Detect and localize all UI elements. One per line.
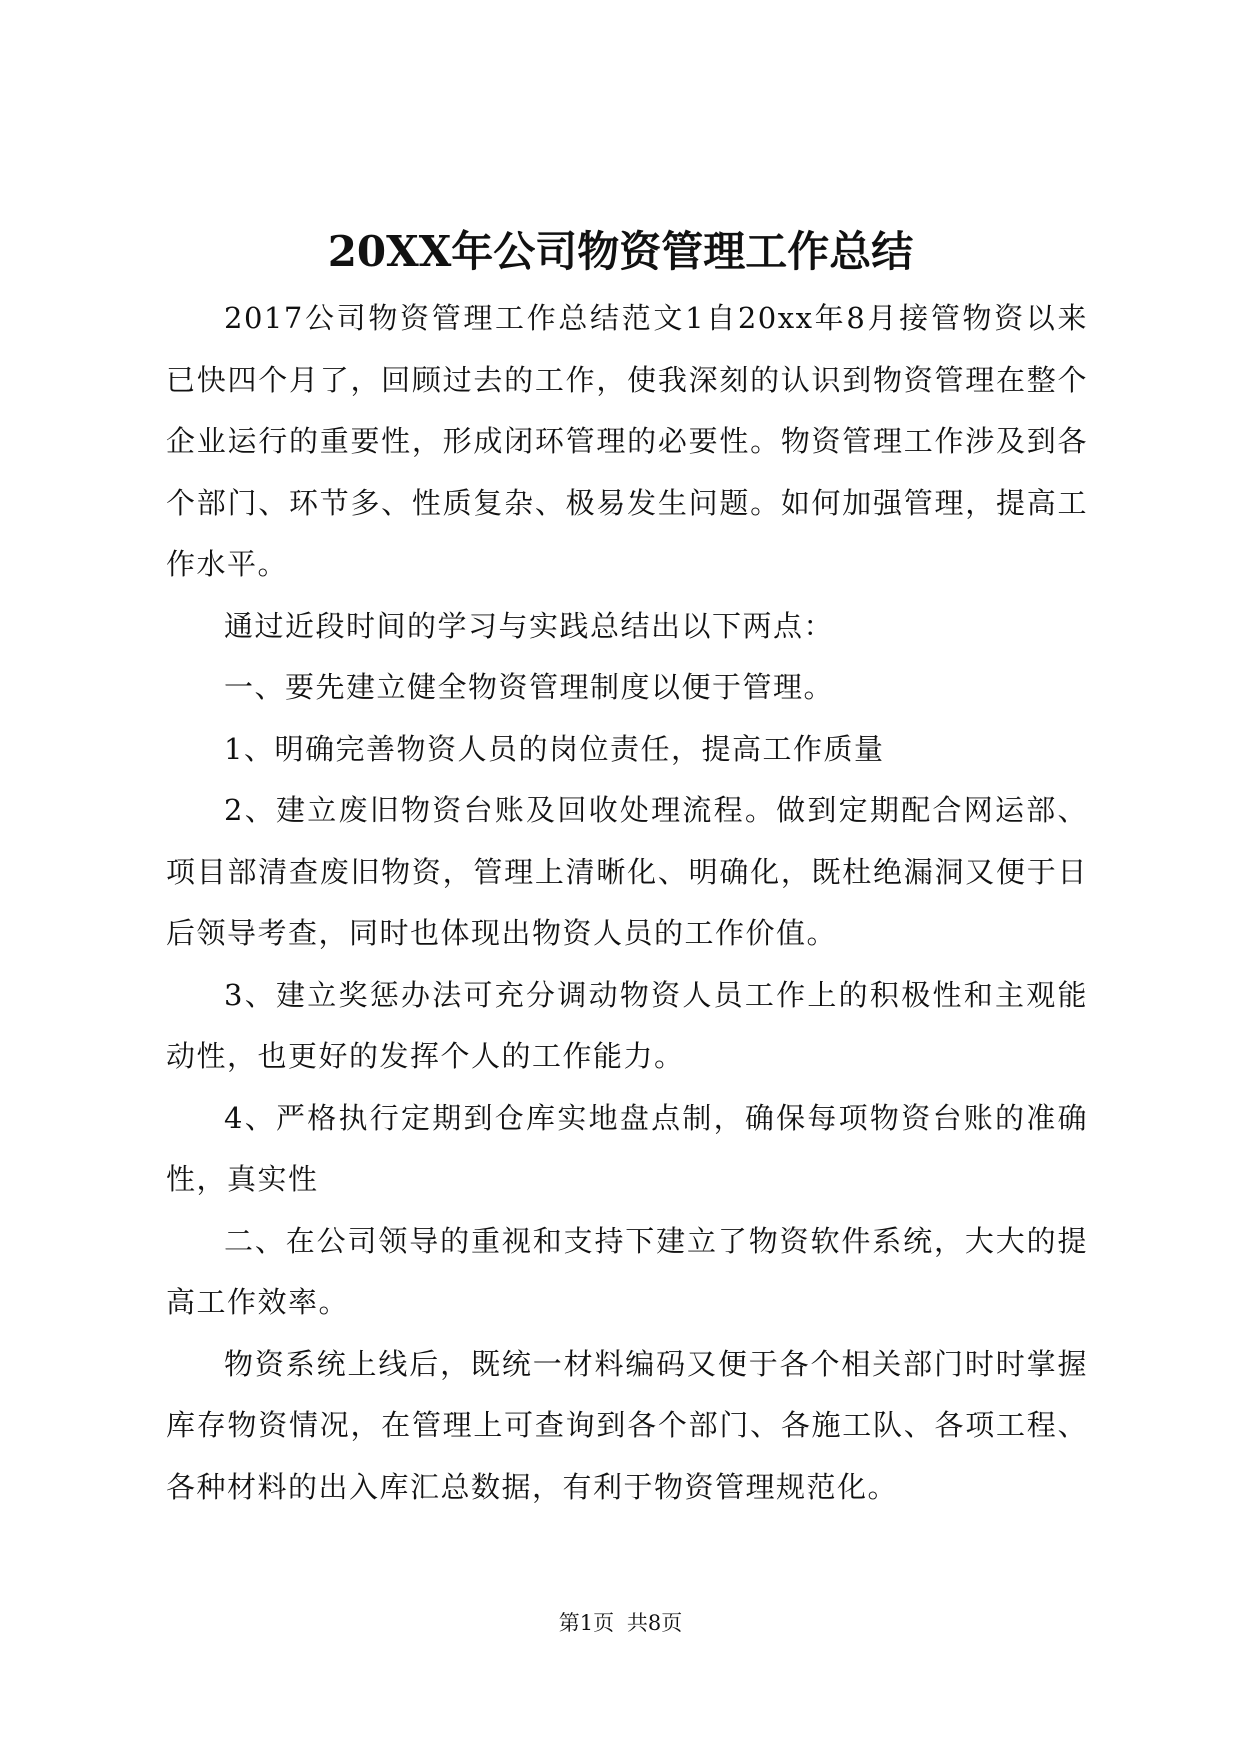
paragraph-item-4: 4、严格执行定期到仓库实地盘点制，确保每项物资台账的准确性，真实性 [166, 1100, 1088, 1196]
paragraph-intro: 2017公司物资管理工作总结范文1自20xx年8月接管物资以来已快四个月了，回顾过去的工作，使我深刻的认识到物资管理在整个企业运行的重要性，形成闭环管理的必要性。物资管理工作涉及到各个部门、环节多、性质复杂、极易发生问题。如何加强管理，提高工作水平。 [166, 301, 1088, 581]
page-total: 共8页 [626, 1611, 683, 1635]
paragraph-summary-lead: 通过近段时间的学习与实践总结出以下两点： [224, 608, 835, 643]
paragraph-system: 物资系统上线后，既统一材料编码又便于各个相关部门时时掌握库存物资情况，在管理上可查询到各个部门、各施工队、各项工程、各种材料的出入库汇总数据，有利于物资管理规范化。 [166, 1346, 1088, 1504]
paragraph-section-one: 一、要先建立健全物资管理制度以便于管理。 [224, 670, 835, 704]
document-body [166, 288, 1088, 1518]
paragraph-item-3: 3、建立奖惩办法可充分调动物资人员工作上的积极性和主观能动性，也更好的发挥个人的工作能力。 [166, 977, 1088, 1073]
document-title: 20XX年公司物资管理工作总结 [327, 227, 914, 276]
page-number: 第1页 [558, 1611, 615, 1635]
paragraph-item-1: 1、明确完善物资人员的岗位责任，提高工作质量 [224, 731, 885, 766]
paragraph-item-2: 2、建立废旧物资台账及回收处理流程。做到定期配合网运部、项目部清查废旧物资，管理上清晰化、明确化，既杜绝漏洞又便于日后领导考查，同时也体现出物资人员的工作价值。 [166, 793, 1088, 950]
paragraph-section-two: 二、在公司领导的重视和支持下建立了物资软件系统，大大的提高工作效率。 [166, 1223, 1088, 1319]
page-footer [0, 1608, 1241, 1638]
